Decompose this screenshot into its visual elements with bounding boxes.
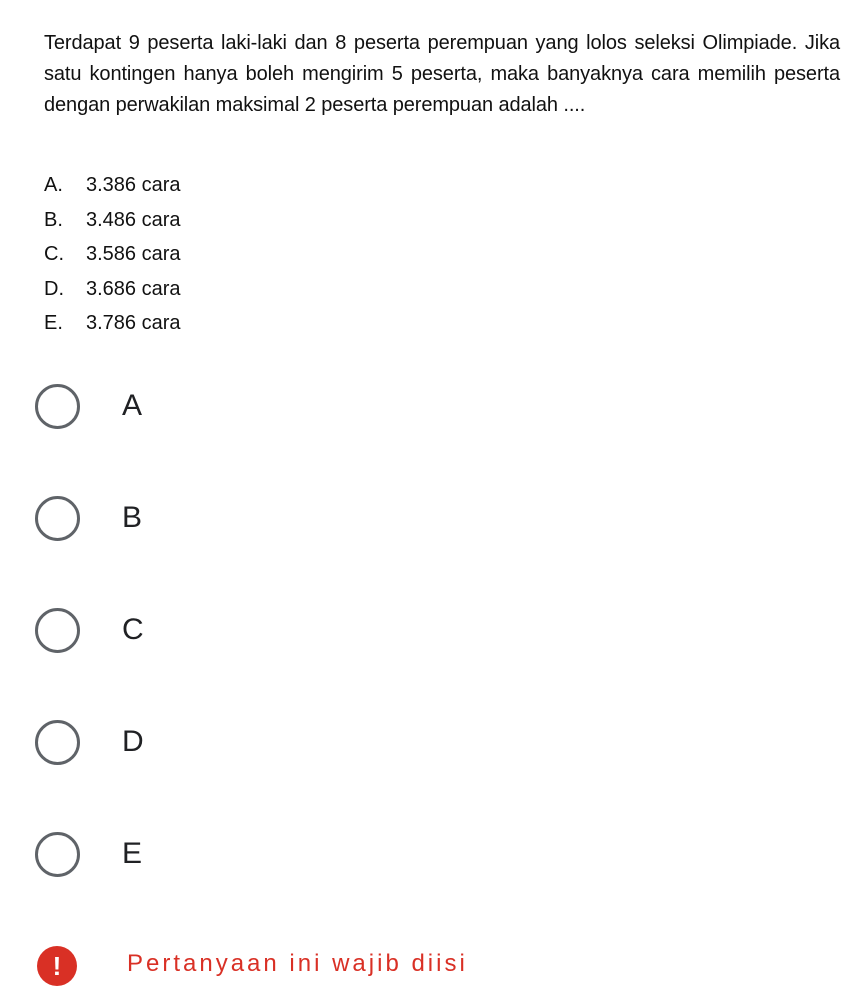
radio-button-icon[interactable] [35, 496, 80, 541]
choice-item-e [44, 306, 181, 341]
choice-letter: C. [44, 243, 64, 265]
choice-letter: E. [44, 312, 63, 334]
choice-item-d [44, 272, 181, 307]
radio-option-label[interactable]: B [122, 501, 143, 534]
choice-text: 3.686 cara [86, 277, 181, 300]
radio-option-label[interactable]: E [122, 837, 143, 870]
radio-button-icon[interactable] [35, 384, 80, 429]
radio-option-label[interactable]: A [122, 389, 143, 422]
radio-option-c[interactable] [35, 602, 144, 658]
radio-option-b[interactable] [35, 490, 143, 546]
radio-button-icon[interactable] [35, 608, 80, 653]
radio-option-label[interactable]: D [122, 725, 145, 758]
choice-text: 3.386 cara [86, 174, 181, 196]
choice-letter: B. [44, 208, 63, 231]
answer-choices-list [44, 168, 181, 341]
radio-button-icon[interactable] [35, 832, 80, 877]
choice-text: 3.486 cara [86, 208, 181, 231]
choice-letter: D. [44, 277, 64, 300]
choice-item-a [44, 168, 181, 203]
choice-text: 3.586 cara [86, 243, 181, 265]
choice-letter: A. [44, 174, 63, 196]
radio-option-d[interactable] [35, 714, 144, 770]
choice-text: 3.786 cara [86, 312, 181, 334]
radio-button-icon[interactable] [35, 720, 80, 765]
radio-option-label[interactable]: C [122, 613, 145, 646]
required-notice-text: Pertanyaan ini wajib diisi [127, 950, 468, 977]
radio-option-e[interactable] [35, 826, 143, 882]
choice-item-b [44, 203, 181, 238]
required-notice [37, 946, 468, 986]
alert-icon: ! [37, 946, 77, 986]
radio-option-a[interactable] [35, 378, 143, 434]
choice-item-c [44, 237, 181, 272]
question-text: Terdapat 9 peserta laki-laki dan 8 peserta perempuan yang lolos seleksi Olimpiade. Jika satu kontingen hanya boleh mengirim 5 peserta, maka banyaknya cara memilih peserta dengan perwakilan maksimal 2 peserta perempuan adalah .... [44, 32, 840, 116]
